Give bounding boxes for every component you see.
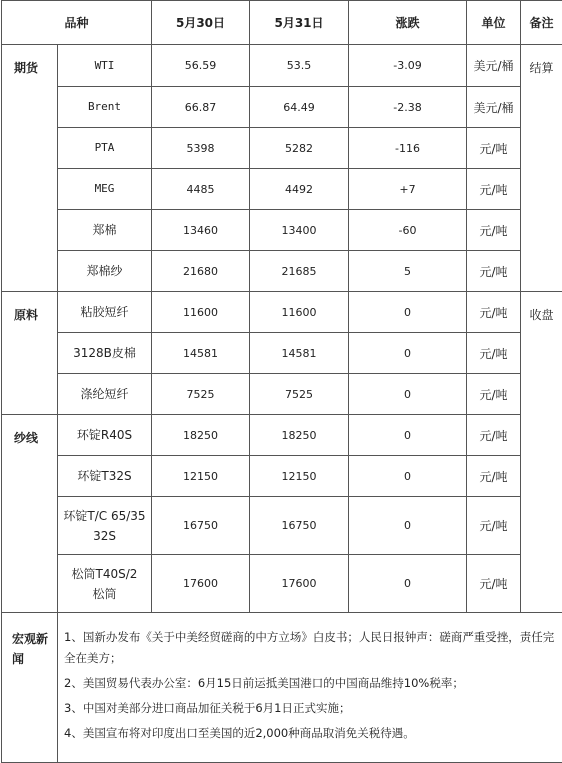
table-row — [2, 555, 562, 613]
price-may30: 7525 — [152, 374, 250, 415]
variety-name: Brent — [58, 87, 152, 128]
table-row — [2, 292, 562, 333]
price-unit: 元/吨 — [467, 251, 521, 292]
market-table-wrapper — [1, 0, 562, 763]
price-may31: 53.5 — [250, 45, 349, 87]
price-unit: 元/吨 — [467, 374, 521, 415]
variety-name: MEG — [58, 169, 152, 210]
price-unit: 美元/桶 — [467, 45, 521, 87]
price-may30: 14581 — [152, 333, 250, 374]
price-may31: 14581 — [250, 333, 349, 374]
header-unit: 单位 — [467, 1, 521, 45]
price-may31: 18250 — [250, 415, 349, 456]
price-change: -3.09 — [349, 45, 467, 87]
price-unit: 元/吨 — [467, 128, 521, 169]
variety-name: WTI — [58, 45, 152, 87]
price-change: 0 — [349, 456, 467, 497]
price-may31: 13400 — [250, 210, 349, 251]
category-macro-news: 宏观新闻 — [2, 613, 58, 763]
variety-name: 环锭T/C 65/35 32S — [58, 497, 152, 555]
price-may30: 11600 — [152, 292, 250, 333]
variety-name: 郑棉 — [58, 210, 152, 251]
header-may31: 5月31日 — [250, 1, 349, 45]
news-item: 1、国新办发布《关于中美经贸磋商的中方立场》白皮书；人民日报钟声：磋商严重受挫，责任完全在美方； — [64, 627, 556, 669]
price-may30: 18250 — [152, 415, 250, 456]
price-may31: 5282 — [250, 128, 349, 169]
note-settlement: 结算 — [521, 45, 562, 292]
price-unit: 元/吨 — [467, 292, 521, 333]
price-may30: 21680 — [152, 251, 250, 292]
table-row — [2, 87, 562, 128]
table-row — [2, 45, 562, 87]
price-may30: 5398 — [152, 128, 250, 169]
table-row — [2, 169, 562, 210]
variety-name: 3128B皮棉 — [58, 333, 152, 374]
price-may30: 13460 — [152, 210, 250, 251]
price-may30: 66.87 — [152, 87, 250, 128]
category-futures: 期货 — [2, 45, 58, 292]
price-may31: 17600 — [250, 555, 349, 613]
header-may30: 5月30日 — [152, 1, 250, 45]
header-row — [2, 1, 562, 45]
price-change: -116 — [349, 128, 467, 169]
price-unit: 元/吨 — [467, 497, 521, 555]
price-may31: 12150 — [250, 456, 349, 497]
variety-name: 环锭R40S — [58, 415, 152, 456]
table-row — [2, 128, 562, 169]
table-row — [2, 251, 562, 292]
price-may31: 11600 — [250, 292, 349, 333]
variety-name: 松筒T40S/2松筒 — [58, 555, 152, 613]
news-list — [58, 613, 562, 763]
price-change: +7 — [349, 169, 467, 210]
price-change: -2.38 — [349, 87, 467, 128]
price-change: 0 — [349, 497, 467, 555]
variety-name: 涤纶短纤 — [58, 374, 152, 415]
note-closing: 收盘 — [521, 292, 562, 613]
header-variety: 品种 — [2, 1, 152, 45]
price-may30: 17600 — [152, 555, 250, 613]
table-row — [2, 456, 562, 497]
price-unit: 元/吨 — [467, 333, 521, 374]
variety-name: 郑棉纱 — [58, 251, 152, 292]
price-unit: 元/吨 — [467, 210, 521, 251]
header-change: 涨跌 — [349, 1, 467, 45]
price-change: 0 — [349, 333, 467, 374]
price-unit: 元/吨 — [467, 456, 521, 497]
variety-name: 环锭T32S — [58, 456, 152, 497]
price-may30: 56.59 — [152, 45, 250, 87]
header-note: 备注 — [521, 1, 562, 45]
price-change: 0 — [349, 555, 467, 613]
price-unit: 美元/桶 — [467, 87, 521, 128]
table-row — [2, 374, 562, 415]
price-change: 0 — [349, 292, 467, 333]
category-yarn: 纱线 — [2, 415, 58, 613]
price-may30: 16750 — [152, 497, 250, 555]
table-row — [2, 333, 562, 374]
news-row — [2, 613, 562, 763]
price-unit: 元/吨 — [467, 169, 521, 210]
variety-name: PTA — [58, 128, 152, 169]
table-row — [2, 497, 562, 555]
news-item: 2、美国贸易代表办公室：6月15日前运抵美国港口的中国商品维持10%税率； — [64, 673, 556, 694]
market-data-table — [1, 0, 562, 763]
price-may30: 12150 — [152, 456, 250, 497]
price-may31: 4492 — [250, 169, 349, 210]
variety-name: 粘胶短纤 — [58, 292, 152, 333]
news-item: 4、美国宣布将对印度出口至美国的近2,000种商品取消免关税待遇。 — [64, 723, 556, 744]
price-change: 0 — [349, 415, 467, 456]
price-may31: 21685 — [250, 251, 349, 292]
table-row — [2, 415, 562, 456]
price-change: 0 — [349, 374, 467, 415]
price-may31: 64.49 — [250, 87, 349, 128]
price-may31: 16750 — [250, 497, 349, 555]
category-raw-materials: 原料 — [2, 292, 58, 415]
price-change: -60 — [349, 210, 467, 251]
price-may30: 4485 — [152, 169, 250, 210]
price-change: 5 — [349, 251, 467, 292]
table-row — [2, 210, 562, 251]
news-item: 3、中国对美部分进口商品加征关税于6月1日正式实施； — [64, 698, 556, 719]
price-unit: 元/吨 — [467, 415, 521, 456]
price-unit: 元/吨 — [467, 555, 521, 613]
price-may31: 7525 — [250, 374, 349, 415]
